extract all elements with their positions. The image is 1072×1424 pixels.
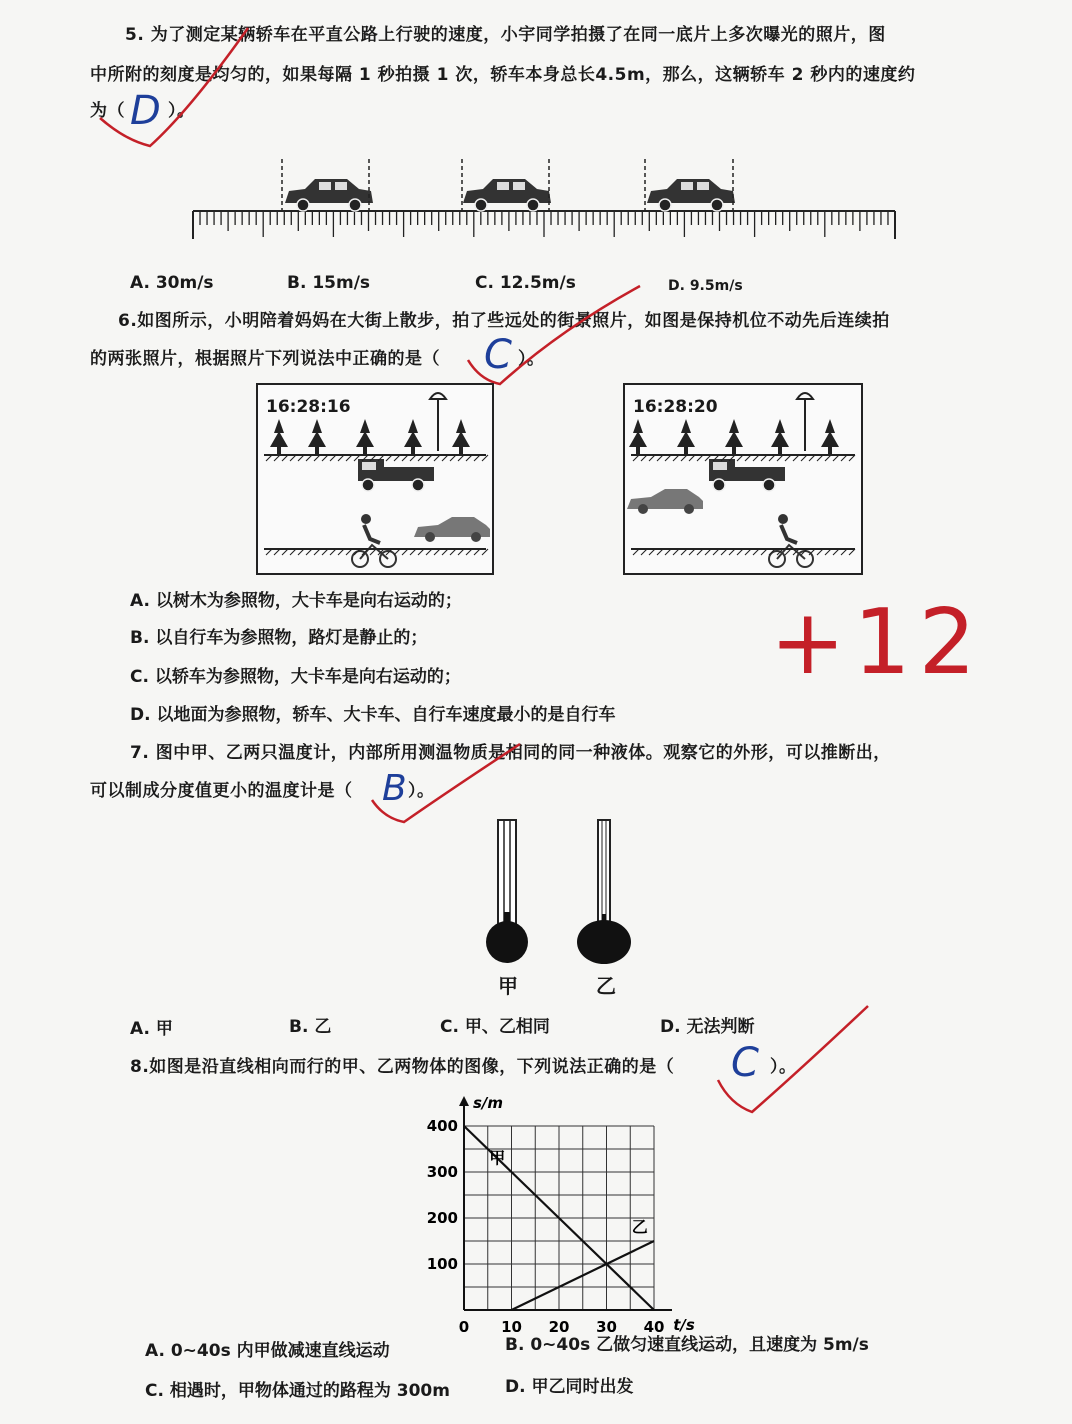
q7-option-a[interactable]: A. 甲 bbox=[130, 1019, 173, 1039]
q7-handwritten-answer: B bbox=[382, 768, 407, 809]
series-label-jia: 甲 bbox=[489, 1148, 506, 1168]
q8-line1-suffix: ）。 bbox=[770, 1057, 797, 1077]
q7-line1: 7. 图中甲、乙两只温度计，内部所用测温物质是相同的同一种液体。观察它的外形，可以推断出， bbox=[130, 743, 891, 763]
sedan-icon bbox=[414, 517, 490, 542]
series-label-yi: 乙 bbox=[631, 1217, 648, 1237]
thermometer-b-label: 乙 bbox=[596, 974, 617, 998]
street-lamp-icon bbox=[430, 393, 446, 451]
q5-option-b[interactable]: B. 15m/s bbox=[287, 273, 371, 293]
street-lamp-icon bbox=[797, 393, 813, 451]
photo-1-scene bbox=[256, 383, 496, 573]
q6-line2-suffix: ）。 bbox=[518, 349, 545, 369]
x-axis-label: t/s bbox=[673, 1316, 695, 1334]
x-tick-label: 20 bbox=[548, 1318, 570, 1336]
q5-handwritten-answer: D bbox=[130, 88, 161, 134]
q6-option-b[interactable]: B. 以自行车为参照物，路灯是静止的； bbox=[130, 628, 428, 648]
sedan-icon bbox=[627, 489, 703, 514]
truck-icon bbox=[358, 459, 434, 491]
photo-2-scene bbox=[623, 383, 863, 573]
x-tick-label: 30 bbox=[596, 1318, 617, 1336]
q7-line2-prefix: 可以制成分度值更小的温度计是（ bbox=[90, 781, 353, 801]
q5-line3-suffix: ）。 bbox=[168, 101, 195, 121]
q8-option-b[interactable]: B. 0~40s 乙做匀速直线运动，且速度为 5m/s bbox=[505, 1335, 869, 1355]
x-tick-label: 0 bbox=[458, 1318, 470, 1336]
q6-line2-prefix: 的两张照片，根据照片下列说法中正确的是（ bbox=[90, 349, 440, 369]
q6-line1: 6.如图所示，小明陪着妈妈在大街上散步，拍了些远处的街景照片，如图是保持机位不动先后连续拍 bbox=[118, 311, 890, 331]
cyclist-icon bbox=[352, 514, 396, 567]
q6-handwritten-answer: C bbox=[484, 332, 512, 378]
q5-option-a[interactable]: A. 30m/s bbox=[130, 273, 214, 293]
y-tick-label: 300 bbox=[426, 1163, 458, 1181]
q6-option-a[interactable]: A. 以树木为参照物，大卡车是向右运动的； bbox=[130, 591, 462, 611]
q7-option-d[interactable]: D. 无法判断 bbox=[660, 1017, 755, 1037]
q6-option-c[interactable]: C. 以轿车为参照物，大卡车是向右运动的； bbox=[130, 667, 461, 687]
s-t-graph bbox=[420, 1090, 700, 1336]
x-tick-label: 40 bbox=[643, 1318, 665, 1336]
q5-line2: 中所附的刻度是均匀的，如果每隔 1 秒拍摄 1 次，轿车本身总长4.5m，那么，这辆轿车 2 秒内的速度约 bbox=[90, 65, 916, 85]
q8-handwritten-answer: C bbox=[731, 1040, 759, 1086]
x-tick-label: 10 bbox=[501, 1318, 522, 1336]
photo-2-timestamp: 16:28:20 bbox=[633, 397, 718, 417]
y-axis-label: s/m bbox=[472, 1094, 504, 1112]
thermometer-a-label: 甲 bbox=[498, 974, 519, 998]
thermometer-a bbox=[478, 818, 538, 968]
thermometer-b bbox=[568, 818, 648, 968]
car-1 bbox=[285, 179, 373, 211]
ruler-diagram bbox=[185, 155, 905, 245]
y-tick-label: 200 bbox=[426, 1209, 458, 1227]
q7-option-b[interactable]: B. 乙 bbox=[289, 1017, 332, 1037]
q5-option-d[interactable]: D. 9.5m/s bbox=[668, 278, 743, 294]
car-2 bbox=[463, 179, 551, 211]
photo-1-timestamp: 16:28:16 bbox=[266, 397, 351, 417]
truck-icon bbox=[709, 459, 785, 491]
q7-line2-suffix: ）。 bbox=[408, 781, 435, 801]
q5-option-c[interactable]: C. 12.5m/s bbox=[475, 273, 576, 293]
q8-line1-prefix: 8.如图是沿直线相向而行的甲、乙两物体的图像，下列说法正确的是（ bbox=[130, 1057, 675, 1077]
q6-option-d[interactable]: D. 以地面为参照物，轿车、大卡车、自行车速度最小的是自行车 bbox=[130, 705, 616, 725]
car-3 bbox=[647, 179, 735, 211]
q7-option-c[interactable]: C. 甲、乙相同 bbox=[440, 1017, 550, 1037]
q5-line1: 5. 为了测定某辆轿车在平直公路上行驶的速度，小宇同学拍摄了在同一底片上多次曝光的照片，图 bbox=[125, 25, 886, 45]
y-tick-label: 400 bbox=[426, 1117, 458, 1135]
q5-line3-prefix: 为（ bbox=[90, 101, 125, 121]
y-tick-label: 100 bbox=[426, 1255, 458, 1273]
cyclist-icon bbox=[769, 514, 813, 567]
handwritten-score: +12 bbox=[770, 590, 984, 695]
q8-option-d[interactable]: D. 甲乙同时出发 bbox=[505, 1377, 634, 1397]
q8-option-a[interactable]: A. 0~40s 内甲做减速直线运动 bbox=[145, 1341, 390, 1361]
q8-option-c[interactable]: C. 相遇时，甲物体通过的路程为 300m bbox=[145, 1381, 450, 1401]
